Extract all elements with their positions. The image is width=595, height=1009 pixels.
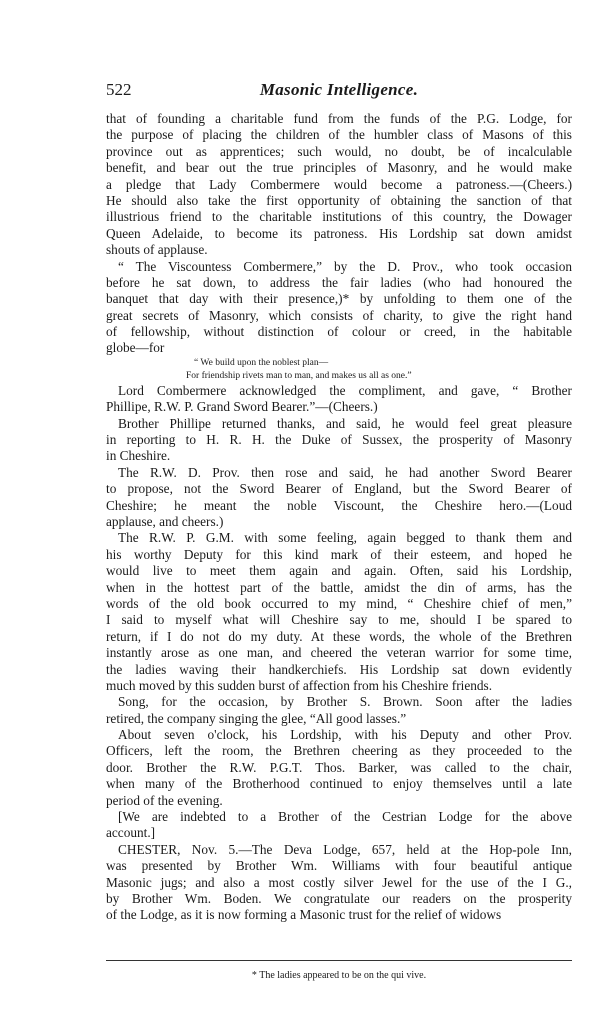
text-line: shouts of applause. (106, 242, 208, 258)
text-line: when in the hottest part of the battle, amidst the din of arms, has the (106, 579, 572, 595)
text-line: in Cheshire. (106, 448, 171, 464)
text-line: Lord Combermere acknowledged the compliment, and gave, “ Brother (118, 382, 572, 398)
paragraph (106, 694, 572, 727)
text-line: before he sat down, to address the fair ladies (who had honoured the (106, 274, 572, 290)
paragraph (106, 727, 572, 809)
text-line: period of the evening. (106, 792, 223, 808)
text-line: when many of the Brotherhood continued to enjoy themselves until a late (106, 776, 572, 792)
paragraph (106, 809, 572, 842)
text-line: to propose, not the Sword Bearer of England, but the Sword Bearer of (106, 481, 572, 497)
page-header (106, 80, 572, 104)
text-line: Song, for the occasion, by Brother S. Brown. Soon after the ladies (118, 694, 572, 710)
text-line: return, if I do not do my duty. At these words, the whole of the Brethren (106, 628, 572, 644)
page-number: 522 (106, 80, 132, 99)
text-line: benefit, and bear out the true principles of Masonry, and he would make (106, 160, 572, 176)
paragraph (106, 416, 572, 465)
footnote: * The ladies appeared to be on the qui vive. (251, 970, 427, 981)
running-title: Masonic Intelligence. (259, 80, 419, 99)
text-line: globe—for (106, 340, 165, 356)
text-line: Cheshire; he meant the noble Viscount, the Cheshire hero.—(Loud (106, 497, 572, 513)
text-line: illustrious friend to the charitable institutions of this country, the Dowager (106, 209, 572, 225)
body-text (106, 111, 572, 924)
verse-line: For friendship rivets man to man, and makes us all as one.” (186, 370, 412, 381)
text-line: The R.W. D. Prov. then rose and said, he had another Sword Bearer (118, 464, 572, 480)
verse-quote (106, 357, 572, 383)
text-line: was presented by Brother Wm. Williams with four beautiful antique (106, 858, 572, 874)
text-line: Masonic jugs; and also a most costly silver Jewel for the use of the I G., (106, 874, 572, 890)
text-line: door. Brother the R.W. P.G.T. Thos. Barker, was called to the chair, (106, 759, 572, 775)
text-line: would live to meet them again and again. Often, said his Lordship, (106, 563, 572, 579)
verse-line: “ We build upon the noblest plan— (194, 357, 329, 368)
text-line: CHESTER, Nov. 5.—The Deva Lodge, 657, held at the Hop-pole Inn, (118, 841, 572, 857)
paragraph (106, 530, 572, 694)
text-line: the ladies waving their handkerchiefs. His Lordship sat down evidently (106, 661, 572, 677)
text-line: in reporting to H. R. H. the Duke of Sussex, the prosperity of Masonry (106, 432, 572, 448)
paragraph (106, 383, 572, 416)
text-line: applause, and cheers.) (106, 513, 224, 529)
text-line: instantly arose as one man, and cheered the veteran warrior for some time, (106, 645, 572, 661)
text-line: the purpose of placing the children of the humbler class of Masons of this (106, 127, 572, 143)
text-line: Phillipe, R.W. P. Grand Sword Bearer.”—(Cheers.) (106, 399, 378, 415)
text-line: that of founding a charitable fund from the funds of the P.G. Lodge, for (106, 111, 572, 126)
text-line: I said to myself what will Cheshire say to me, should I be spared to (106, 612, 572, 628)
text-line: He should also take the first opportunity of obtaining the sanction of that (106, 192, 572, 208)
text-line: by Brother Wm. Boden. We congratulate our readers on the prosperity (106, 890, 572, 906)
text-line: Queen Adelaide, to become its patroness. His Lordship sat down amidst (106, 225, 572, 241)
text-line: his worthy Deputy for this kind mark of their esteem, and hoped he (106, 546, 572, 562)
text-line: Officers, left the room, the Brethren cheering as they proceeded to the (106, 743, 572, 759)
text-line: of fellowship, without distinction of colour or creed, in the habitable (106, 324, 572, 340)
footnote-rule (106, 960, 572, 961)
text-line: banquet that day with their presence,)* by unfolding to them one of the (106, 291, 572, 307)
text-line: words of the old book occurred to my mind, “ Cheshire chief of men,” (106, 595, 572, 611)
text-line: “ The Viscountess Combermere,” by the D. Prov., who took occasion (118, 258, 572, 274)
text-line: great secrets of Masonry, which consists of charity, to give the right hand (106, 307, 572, 323)
text-line: Brother Phillipe returned thanks, and said, he would feel great pleasure (118, 415, 572, 431)
paragraph (106, 111, 572, 259)
text-line: [We are indebted to a Brother of the Cestrian Lodge for the above (118, 809, 572, 825)
text-line: retired, the company singing the glee, “All good lasses.” (106, 710, 407, 726)
text-line: The R.W. P. G.M. with some feeling, again begged to thank them and (118, 530, 572, 546)
paragraph (106, 465, 572, 531)
text-line: much moved by this sudden burst of affection from his Cheshire friends. (106, 677, 493, 693)
paragraph (106, 259, 572, 357)
paragraph (106, 842, 572, 924)
text-line: account.] (106, 825, 156, 841)
text-line: About seven o'clock, his Lordship, with his Deputy and other Prov. (118, 727, 572, 743)
text-line: of the Lodge, as it is now forming a Masonic trust for the relief of widows (106, 907, 502, 923)
text-line: province out as apprentices; such would, no doubt, be of incalculable (106, 143, 572, 159)
text-line: a pledge that Lady Combermere would become a patroness.—(Cheers.) (106, 176, 572, 192)
